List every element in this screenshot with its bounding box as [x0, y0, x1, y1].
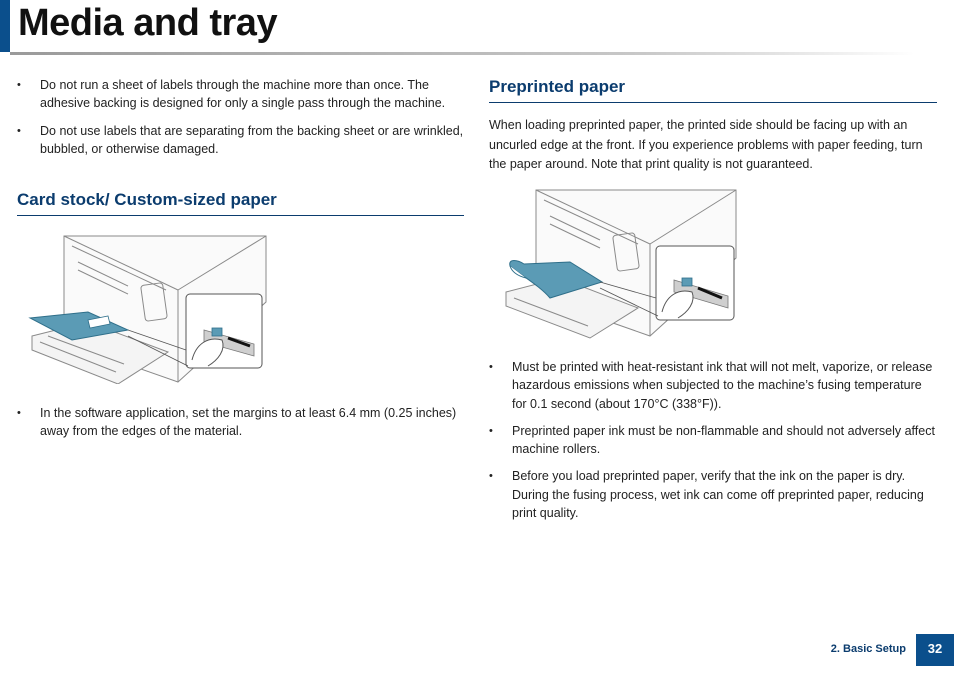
card-stock-loading-illustration — [28, 232, 268, 384]
list-item: • Must be printed with heat-resistant ink that will not melt, vaporize, or release hazardous emissions when subjected to the machine’s fusing temperature for 0.1 second (about 170°C (338°F)). — [489, 358, 937, 413]
section-heading-card-stock: Card stock/ Custom-sized paper — [17, 189, 464, 216]
preprinted-loading-illustration — [500, 186, 740, 340]
preprinted-bullet-list — [489, 358, 937, 522]
footer-section-link[interactable]: 2. Basic Setup — [830, 643, 906, 655]
title-accent-bar — [0, 0, 10, 52]
list-item: • In the software application, set the margins to at least 6.4 mm (0.25 inches) away from the edges of the material. — [17, 404, 464, 441]
card-stock-section — [17, 189, 464, 216]
list-item: • Do not run a sheet of labels through the machine more than once. The adhesive backing is designed for only a single pass through the machine. — [17, 76, 464, 113]
list-item: • Before you load preprinted paper, verify that the ink on the paper is dry. During the fusing process, wet ink can come off preprinted paper, reducing print quality. — [489, 467, 937, 522]
list-item: • Preprinted paper ink must be non-flammable and should not adversely affect machine rollers. — [489, 422, 937, 459]
margin-bullet-list — [17, 404, 464, 441]
page-title: Media and tray — [18, 2, 278, 44]
page-number-badge: 32 — [916, 634, 954, 666]
preprinted-section — [489, 76, 937, 175]
title-divider — [10, 52, 915, 55]
preprinted-intro: When loading preprinted paper, the printed side should be facing up with an uncurled edge at the front. If you experience problems with paper feeding, turn the paper around. Note that print quality is not guaranteed. — [489, 118, 923, 171]
section-heading-preprinted: Preprinted paper — [489, 76, 937, 103]
left-column — [17, 76, 464, 167]
list-item: • Do not use labels that are separating from the backing sheet or are wrinkled, bubbled, or otherwise damaged. — [17, 122, 464, 159]
label-bullet-list — [17, 76, 464, 158]
preprinted-notes — [489, 358, 937, 531]
card-stock-notes — [17, 404, 464, 450]
